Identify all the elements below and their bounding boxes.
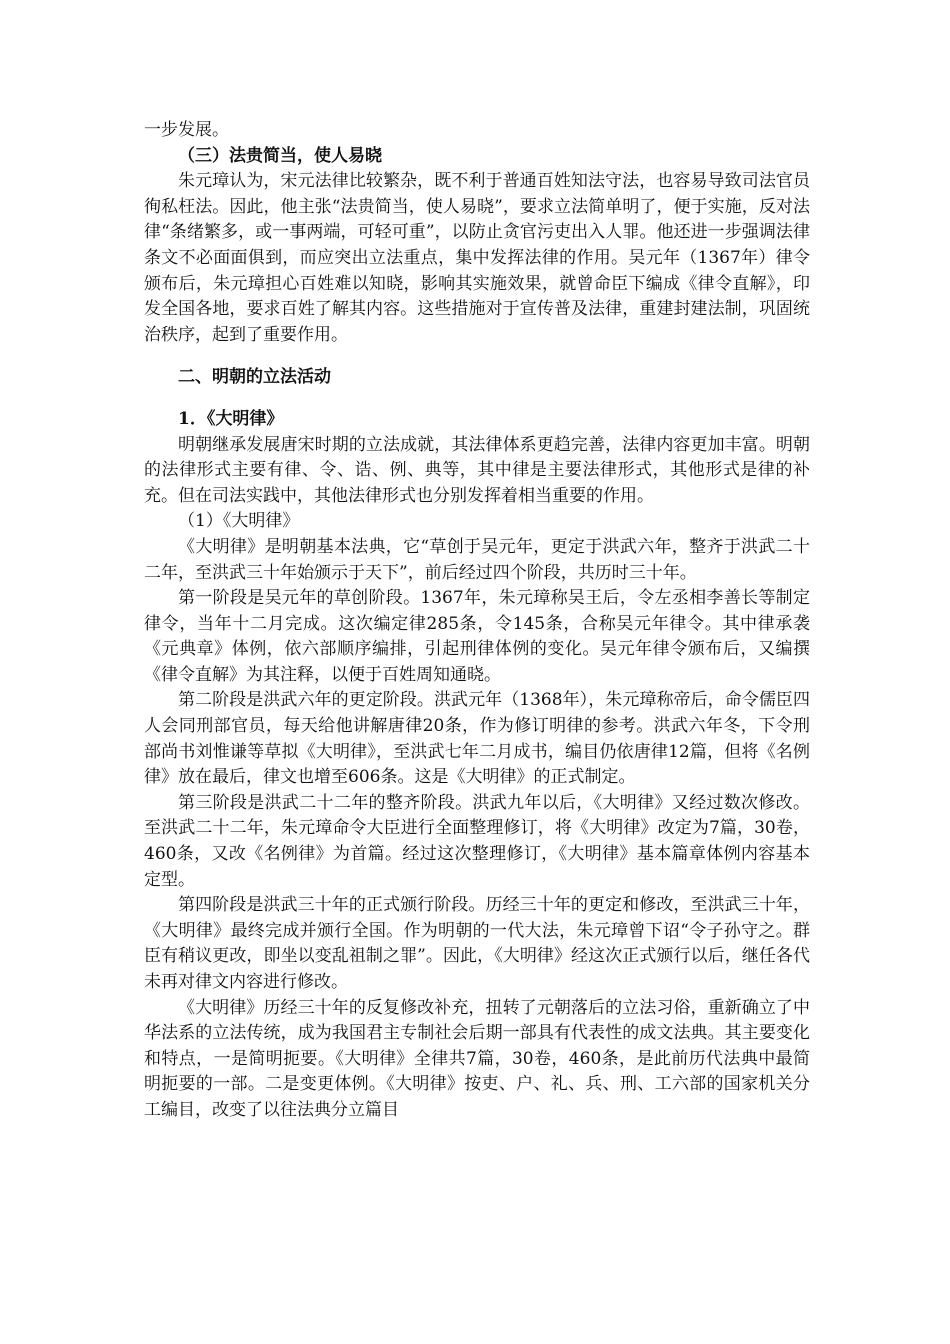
sub-item-1-heading: （1）《大明律》 — [178, 511, 300, 532]
stage-1-paragraph: 第一阶段是吴元年的草创阶段。1367年，朱元璋称吴王后，令左丞相李善长等制定律令，当年十二月完成。这次编定律285条，令145条，合称吴元年律令。其中律承袭《元典章》体例，依六部顺序编排，引起刑律体例的变化。吴元年律令颁布后，又编撰《律令直解》为其注释，以便于百姓周知通晓。 — [144, 588, 810, 685]
document-page — [144, 118, 810, 1124]
stage-4-paragraph: 第四阶段是洪武三十年的正式颁行阶段。历经三十年的更定和修改，至洪武三十年，《大明律》最终完成并颁行全国。作为明朝的一代大法，朱元璋曾下诏“令子孙守之。群臣有稍议更改，即坐以变乱祖制之罪”。因此，《大明律》经这次正式颁行以后，继任各代未再对律文内容进行修改。 — [144, 895, 810, 992]
stage-2-paragraph: 第二阶段是洪武六年的更定阶段。洪武元年（1368年），朱元璋称帝后，命令儒臣四人会同刑部官员，每天给他讲解唐律20条，作为修订明律的参考。洪武六年冬，下令刑部尚书刘惟谦等草拟《大明律》，至洪武七年二月成书，编目仍依唐律12篇，但将《名例律》放在最后，律文也增至606条。这是《大明律》的正式制定。 — [144, 690, 810, 788]
item-1-paragraph: 明朝继承发展唐宋时期的立法成就，其法律体系更趋完善，法律内容更加丰富。明朝的法律形式主要有律、令、诰、例、典等，其中律是主要法律形式，其他形式是律的补充。但在司法实践中，其他法律形式也分别发挥着相当重要的作用。 — [144, 434, 810, 506]
daminglv-intro-paragraph: 《大明律》是明朝基本法典，它“草创于吴元年，更定于洪武六年，整齐于洪武二十二年，至洪武三十年始颁示于天下”，前后经过四个阶段，共历时三十年。 — [144, 536, 810, 583]
item-1-heading: 1．《大明律》 — [178, 408, 284, 429]
stage-3-paragraph: 第三阶段是洪武二十二年的整齐阶段。洪武九年以后，《大明律》又经过数次修改。至洪武二十二年，朱元璋命令大臣进行全面整理修订，将《大明律》改定为7篇，30卷，460条，又改《名例律》为首篇。经过这次整理修订，《大明律》基本篇章体例内容基本定型。 — [144, 792, 810, 890]
intro-tail-paragraph: 一步发展。 — [144, 120, 229, 140]
summary-paragraph: 《大明律》历经三十年的反复修改补充，扭转了元朝落后的立法习俗，重新确立了中华法系的立法传统，成为我国君主专制社会后期一部具有代表性的成文法典。其主要变化和特点，一是简明扼要。《大明律》全律共7篇，30卷，460条，是此前历代法典中最简明扼要的一部。二是变更体例。《大明律》按吏、户、礼、兵、刑、工六部的国家机关分工编目，改变了以往法典分立篇目 — [144, 997, 810, 1120]
subsection-3-paragraph: 朱元璋认为，宋元法律比较繁杂，既不利于普通百姓知法守法，也容易导致司法官员徇私枉法。因此，他主张“法贵简当，使人易晓”，要求立法简单明了，便于实施，反对法律“条绪繁多，或一事两端，可轻可重”，以防止贪官污吏出入人罪。他还进一步强调法律条文不必面面俱到，而应突出立法重点，集中发挥法律的作用。吴元年（1367年）律令颁布后，朱元璋担心百姓难以知晓，影响其实施效果，就曾命臣下编成《律令直解》，印发全国各地，要求百姓了解其内容。这些措施对于宣传普及法律，重建封建法制，巩固统治秩序，起到了重要作用。 — [144, 171, 810, 345]
section-2-heading: 二、明朝的立法活动 — [178, 367, 331, 388]
subsection-heading-3: （三）法贵简当，使人易晓 — [178, 145, 382, 166]
